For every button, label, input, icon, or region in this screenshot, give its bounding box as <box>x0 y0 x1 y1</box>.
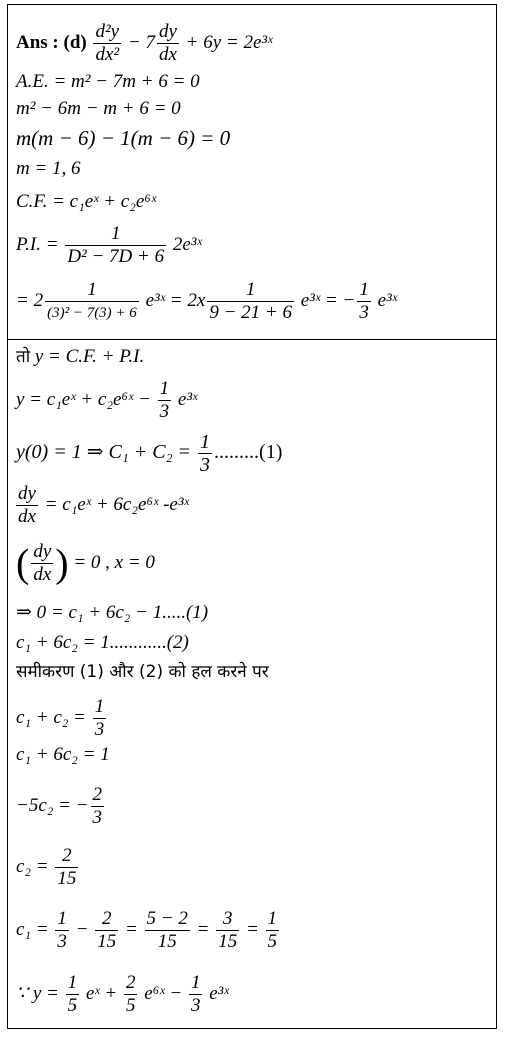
equation-text: e⁶ˣ − <box>139 982 187 1004</box>
pi-rhs: 2e³ˣ <box>168 233 202 255</box>
fraction <box>124 972 138 1017</box>
eval-fraction-1 <box>45 279 139 324</box>
fraction <box>55 908 69 953</box>
eval-text: e³ˣ <box>372 289 398 311</box>
operator: = <box>120 918 143 940</box>
operator: = <box>191 918 215 940</box>
numerator: 5 − 2 <box>146 908 188 929</box>
denominator: 3 <box>190 995 201 1016</box>
numerator: 1 <box>159 378 170 399</box>
fraction <box>198 431 212 476</box>
denominator: dx <box>158 44 177 65</box>
equation-text: y = C.F. + P.I. <box>30 346 145 367</box>
fraction <box>31 541 53 586</box>
factor-step-2: m(m − 6) − 1(m − 6) = 0 <box>16 126 231 150</box>
numerator: 1 <box>267 908 278 929</box>
pi-label: P.I. = <box>16 233 64 255</box>
numerator: 3 <box>222 908 233 929</box>
fraction <box>93 696 107 741</box>
denominator: dx² <box>95 44 120 65</box>
numerator: 1 <box>190 972 201 993</box>
derivative-zero-line <box>16 541 155 586</box>
operator: = <box>241 918 264 940</box>
eval-text: e³ˣ = − <box>295 289 356 311</box>
denominator: 5 <box>67 995 78 1016</box>
derivative-line <box>16 483 189 528</box>
first-derivative-fraction <box>157 21 179 66</box>
denominator: (3)² − 7(3) + 6 <box>45 301 139 324</box>
eval-fraction-2 <box>207 279 294 324</box>
equation-text: = 0 , x = 0 <box>68 551 155 573</box>
denominator: dx <box>18 506 36 527</box>
denominator: dx <box>33 564 52 585</box>
roots-line: m = 1, 6 <box>16 158 81 179</box>
equation-text: = c₁eˣ + 6c₂e⁶ˣ -e³ˣ <box>39 493 189 515</box>
denominator: 15 <box>97 931 117 952</box>
denominator: 15 <box>218 931 238 952</box>
solution-box <box>7 339 497 1029</box>
pi-fraction <box>65 223 166 268</box>
operator: − <box>70 918 94 940</box>
denominator: 15 <box>57 868 77 889</box>
numerator: dy <box>18 483 36 504</box>
particular-integral-line <box>16 223 202 268</box>
pi-evaluation-line <box>16 279 397 324</box>
denominator: 3 <box>57 931 67 952</box>
numerator: 2 <box>92 784 103 805</box>
fraction <box>216 908 239 953</box>
denominator: 3 <box>94 719 105 740</box>
denominator: 3 <box>200 454 211 476</box>
equation-text: c₂ = <box>16 855 54 877</box>
left-paren: ( <box>16 540 30 586</box>
fraction <box>95 908 118 953</box>
implies-line: ⇒ 0 = c₁ + 6c₂ − 1.....(1) <box>16 602 209 623</box>
fraction <box>91 784 105 829</box>
equation-text: −5c₂ = − <box>16 794 89 816</box>
denominator: 5 <box>267 931 278 952</box>
answer-heading-line <box>16 21 272 66</box>
auxiliary-equation: A.E. = m² − 7m + 6 = 0 <box>16 71 200 92</box>
numerator: dy <box>158 21 177 42</box>
hindi-instruction: समीकरण (1) और (2) को हल करने पर <box>16 662 269 682</box>
right-paren: ) <box>55 540 69 586</box>
numerator: 1 <box>57 908 67 929</box>
equation-text: e³ˣ <box>204 982 229 1004</box>
eval-fraction-3 <box>357 279 371 324</box>
c1-value-line <box>16 908 281 953</box>
answer-box <box>7 4 497 340</box>
fraction <box>189 972 203 1017</box>
equation-number: .........(1) <box>214 441 283 464</box>
denominator: 3 <box>359 302 369 323</box>
fraction <box>145 908 190 953</box>
denominator: D² − 7D + 6 <box>67 246 165 267</box>
numerator: dy <box>33 541 52 562</box>
equation-text: − 7 <box>123 31 155 53</box>
system-eq-1 <box>16 696 108 741</box>
equation-2-line: c₁ + 6c₂ = 1............(2) <box>16 632 189 653</box>
hindi-word: तो <box>16 347 31 367</box>
eval-text: = 2 <box>16 289 44 311</box>
second-derivative-fraction <box>93 21 121 66</box>
equation-text: y = c₁eˣ + c₂e⁶ˣ − <box>16 388 156 410</box>
denominator: 9 − 21 + 6 <box>209 302 292 323</box>
complementary-function: C.F. = c₁eˣ + c₂e⁶ˣ <box>16 191 157 212</box>
numerator: 2 <box>62 845 72 866</box>
numerator: 1 <box>67 972 78 993</box>
fraction <box>16 483 38 528</box>
equation-text: eˣ + <box>81 982 122 1004</box>
c2-value-line <box>16 845 80 890</box>
final-solution-line <box>16 972 229 1017</box>
equation-text: c₁ = <box>16 918 54 940</box>
numerator: 1 <box>87 279 97 300</box>
fraction <box>55 845 78 890</box>
solution-y-line <box>16 378 197 423</box>
denominator: 3 <box>159 401 170 422</box>
equation-text: y(0) = 1 ⇒ C₁ + C₂ = <box>16 441 197 464</box>
eval-text: e³ˣ = 2x <box>140 289 206 311</box>
denominator: 3 <box>92 807 103 828</box>
initial-condition-line <box>16 431 282 476</box>
numerator: 1 <box>200 431 211 453</box>
numerator: 1 <box>110 223 121 244</box>
numerator: d²y <box>95 21 120 42</box>
answer-label: Ans : (d) <box>16 31 87 53</box>
numerator: 1 <box>245 279 256 300</box>
system-eq-2: c₁ + 6c₂ = 1 <box>16 744 110 765</box>
equation-text: e³ˣ <box>173 388 198 410</box>
fraction <box>158 378 172 423</box>
numerator: 1 <box>359 279 369 300</box>
numerator: 2 <box>125 972 136 993</box>
equation-text: + 6y = 2e³ˣ <box>180 31 273 53</box>
subtraction-line <box>16 784 106 829</box>
fraction <box>66 972 80 1017</box>
equation-text: c₁ + c₂ = <box>16 706 91 728</box>
fraction <box>266 908 280 953</box>
numerator: 2 <box>101 908 112 929</box>
equation-text: ∵ y = <box>16 982 64 1004</box>
numerator: 1 <box>94 696 105 717</box>
denominator: 15 <box>145 930 190 953</box>
general-solution-line <box>16 346 144 368</box>
factor-step-1: m² − 6m − m + 6 = 0 <box>16 98 181 119</box>
denominator: 5 <box>125 995 136 1016</box>
